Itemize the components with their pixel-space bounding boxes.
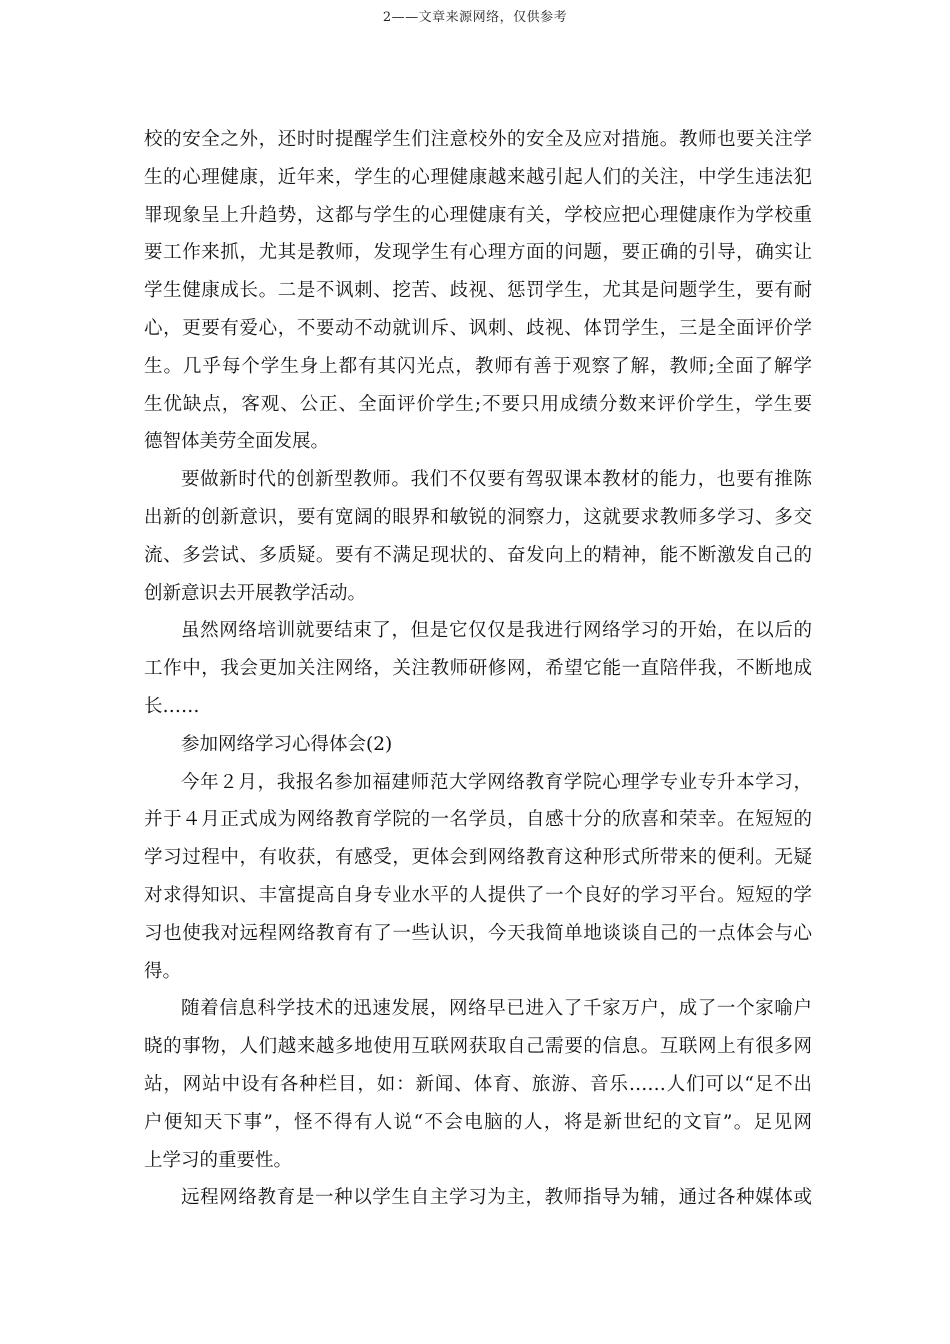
- text-line: 创新意识去开展教学活动。: [144, 582, 367, 604]
- text-line: 虽然网络培训就要结束了，但是它仅仅是我进行网络学习的开始，在以后的: [181, 620, 812, 642]
- text-line: 上学习的重要性。: [144, 1149, 293, 1171]
- text-line: 长……: [144, 695, 200, 717]
- text-line: 心，更要有爱心，不要动不动就训斥、讽刺、歧视、体罚学生，三是全面评价学: [144, 317, 812, 339]
- text-line: 参加网络学习心得体会(2): [181, 733, 393, 755]
- text-line: 站，网站中设有各种栏目，如：新闻、体育、旅游、音乐……人们可以“足不出: [144, 1073, 812, 1095]
- text-line: 德智体美劳全面发展。: [144, 431, 330, 453]
- text-line: 流、多尝试、多质疑。要有不满足现状的、奋发向上的精神，能不断激发自己的: [144, 544, 812, 566]
- text-line: 生的心理健康，近年来，学生的心理健康越来越引起人们的关注，中学生违法犯: [144, 166, 812, 188]
- text-line: 生优缺点，客观、公正、全面评价学生;不要只用成绩分数来评价学生，学生要: [144, 393, 812, 415]
- text-line: 得。: [144, 960, 182, 982]
- text-line: 户便知天下事”，怪不得有人说“不会电脑的人，将是新世纪的文盲”。足见网: [144, 1111, 812, 1133]
- text-line: 随着信息科学技术的迅速发展，网络早已进入了千家万户，成了一个家喻户: [181, 998, 812, 1020]
- text-line: 出新的创新意识，要有宽阔的眼界和敏锐的洞察力，这就要求教师多学习、多交: [144, 506, 812, 528]
- text-line: 学生健康成长。二是不讽刺、挖苦、歧视、惩罚学生，尤其是问题学生，要有耐: [144, 280, 812, 302]
- text-line: 生。几乎每个学生身上都有其闪光点，教师有善于观察了解，教师;全面了解学: [144, 355, 812, 377]
- text-line: 工作中，我会更加关注网络，关注教师研修网，希望它能一直陪伴我，不断地成: [144, 658, 812, 680]
- text-line: 要工作来抓，尤其是教师，发现学生有心理方面的问题，要正确的引导，确实让: [144, 242, 812, 264]
- text-line: 晓的事物，人们越来越多地使用互联网获取自己需要的信息。互联网上有很多网: [144, 1036, 812, 1058]
- text-line: 远程网络教育是一种以学生自主学习为主，教师指导为辅，通过各种媒体或: [181, 1187, 812, 1209]
- page-header: 2——文章来源网络，仅供参考: [382, 10, 568, 25]
- text-line: 并于４月正式成为网络教育学院的一名学员，自感十分的欣喜和荣幸。在短短的: [144, 809, 812, 831]
- text-line: 对求得知识、丰富提高自身专业水平的人提供了一个良好的学习平台。短短的学: [144, 884, 812, 906]
- text-line: 校的安全之外，还时时提醒学生们注意校外的安全及应对措施。教师也要关注学: [144, 129, 812, 150]
- text-line: 学习过程中，有收获，有感受，更体会到网络教育这种形式所带来的便利。无疑: [144, 847, 812, 869]
- text-line: 罪现象呈上升趋势，这都与学生的心理健康有关，学校应把心理健康作为学校重: [144, 204, 812, 226]
- text-line: 今年２月，我报名参加福建师范大学网络教育学院心理学专业专升本学习，: [181, 771, 812, 793]
- text-line: 要做新时代的创新型教师。我们不仅要有驾驭课本教材的能力，也要有推陈: [181, 469, 812, 491]
- document-body: [144, 121, 812, 1217]
- text-line: 习也使我对远程网络教育有了一些认识，今天我简单地谈谈自己的一点体会与心: [144, 922, 812, 944]
